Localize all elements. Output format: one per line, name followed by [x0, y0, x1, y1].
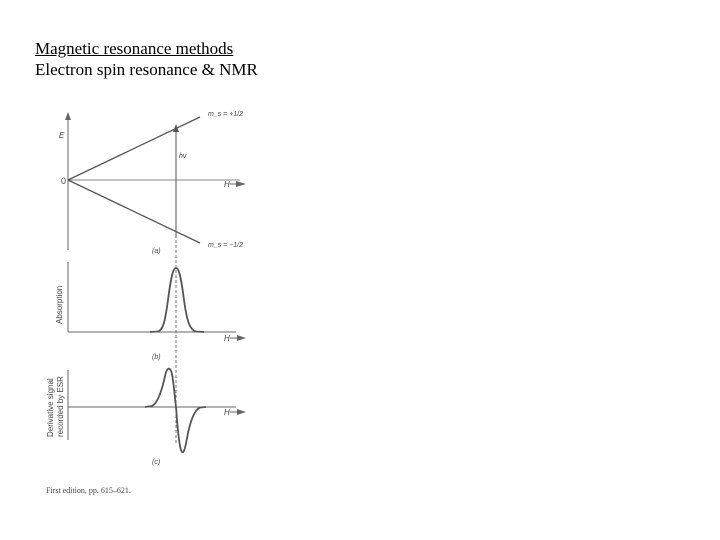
figure-footnote: First edition, pp. 615–621. — [46, 486, 131, 495]
panel-a-energy-levels — [59, 111, 246, 255]
field-axis-b-label: H — [224, 334, 230, 343]
field-axis-c-arrowhead — [237, 409, 246, 415]
panel-c-label: (c) — [152, 459, 161, 466]
panel-c-derivative — [46, 369, 246, 466]
transition-label: hν — [179, 153, 187, 160]
upper-level-label: m_s = +1/2 — [208, 111, 244, 118]
panel-b-label: (b) — [152, 354, 161, 361]
panel-b-absorption — [55, 262, 246, 361]
derivative-axis-label-line2: recorded by ESR — [56, 376, 65, 437]
field-axis-b-arrowhead — [237, 335, 246, 341]
slide-title: Magnetic resonance methods — [35, 39, 234, 58]
field-axis-c-label: H — [224, 408, 230, 417]
origin-label: 0 — [61, 176, 67, 186]
field-axis-a-label: H — [224, 180, 230, 189]
absorption-peak — [150, 268, 204, 332]
lower-energy-level — [68, 180, 200, 243]
upper-energy-level — [68, 117, 200, 180]
slide-subtitle: Electron spin resonance & NMR — [35, 60, 258, 79]
energy-axis-arrowhead — [65, 112, 71, 120]
panel-a-label: (a) — [152, 248, 161, 255]
energy-axis-label: E — [59, 131, 65, 140]
derivative-axis-label-line1: Derivative signal — [46, 378, 55, 437]
lower-level-label: m_s = −1/2 — [208, 242, 244, 249]
absorption-axis-label: Absorption — [55, 285, 64, 324]
